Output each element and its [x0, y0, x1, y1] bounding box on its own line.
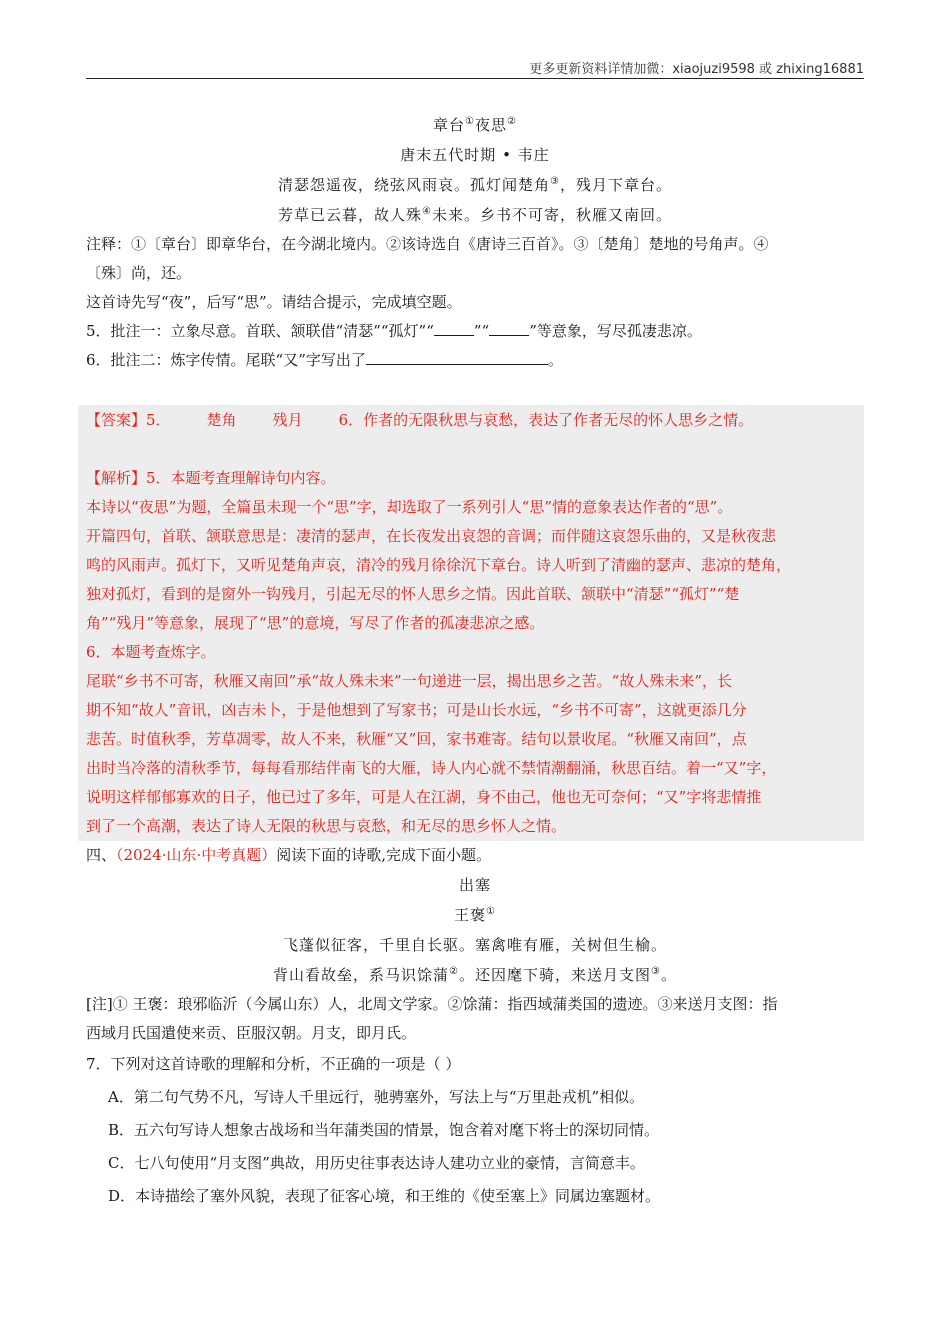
analysis-label: 【解析】5．本题考查理解诗句内容。	[86, 469, 336, 487]
section-4-heading: 四、（2024·山东·中考真题）阅读下面的诗歌,完成下面小题。	[86, 846, 492, 864]
notes1-line: 注释：①〔章台〕即章华台，在今湖北境内。②该诗选自《唐诗三百首》。③〔楚角〕楚地的号角声。④	[86, 235, 769, 253]
poem1-line: 清瑟怨遥夜，绕弦风雨哀。孤灯闻楚角③，残月下章台。	[278, 176, 672, 194]
poem2-title: 出塞	[458, 876, 491, 894]
question-7: 7．下列对这首诗歌的理解和分析，不正确的一项是（ ）	[86, 1055, 461, 1073]
analysis-line: 悲苦。时值秋季，芳草凋零，故人不来，秋雁“又”回，家书难寄。结句以景收尾。“秋雁又南回”，点	[86, 730, 747, 748]
question-6: 6．批注二：炼字传情。尾联“又”字写出了 。	[86, 346, 864, 375]
instruction: 这首诗先写“夜”，后写“思”。请结合提示，完成填空题。	[86, 293, 462, 311]
analysis-line: 开篇四句，首联、颔联意思是：凄清的瑟声，在长夜发出哀怨的音调；而伴随这哀怨乐曲的，又是秋夜悲	[86, 527, 777, 545]
analysis-line: 尾联“乡书不可寄，秋雁又南回”承“故人殊未来”一句递进一层，揭出思乡之苦。“故人殊未来”，长	[86, 672, 733, 690]
answer-line: 【答案】5． 楚角 残月 6．作者的无限秋思与哀愁，表达了作者无尽的怀人思乡之情。	[86, 411, 754, 429]
analysis-line: 鸣的风雨声。孤灯下，又听见楚角声哀，清冷的残月徐徐沉下章台。诗人听到了清幽的瑟声、悲凉的楚角，	[86, 556, 792, 574]
poem2-line: 背山看故垒，系马识馀蒲②。还因麾下骑，来送月支图③。	[273, 966, 677, 984]
option-c[interactable]: C．七八句使用“月支图”典故，用历史往事表达诗人建功立业的豪情，言简意丰。	[108, 1154, 645, 1172]
analysis-line: 期不知“故人”音讯，凶吉未卜，于是他想到了写家书；可是山长水远，“乡书不可寄”，这就更添几分	[86, 701, 747, 719]
header-text: 更多更新资料详情加微：xiaojuzi9598 或 zhixing16881	[529, 62, 864, 77]
answer-blank[interactable]	[434, 319, 474, 336]
page-content	[86, 82, 864, 1211]
notes2-line: 西域月氏国遣使来贡、臣服汉朝。月支，即月氏。	[86, 1024, 417, 1042]
poem1-author: 唐末五代时期 • 韦庄	[400, 146, 550, 164]
analysis-line: 角”“残月”等意象，展现了“思”的意境，写尽了作者的孤凄悲凉之感。	[86, 614, 545, 632]
poem1-line: 芳草已云暮，故人殊④未来。乡书不可寄，秋雁又南回。	[278, 206, 672, 224]
answer-blank[interactable]	[366, 348, 548, 365]
notes2-line: [注]① 王褒：琅邪临沂（今属山东）人，北周文学家。②馀蒲：指西域蒲类国的遗迹。③来送月支图：指	[86, 995, 778, 1013]
analysis-line: 到了一个高潮，表达了诗人无限的秋思与哀愁，和无尽的思乡怀人之情。	[86, 817, 567, 835]
poem2-line: 飞蓬似征客，千里自长驱。塞禽唯有雁，关树但生榆。	[282, 936, 667, 954]
analysis-line: 出时当冷落的清秋季节，每每看那结伴南飞的大雁，诗人内心就不禁情潮翻涌，秋思百结。着一“又”字，	[86, 759, 777, 777]
question-5: 5．批注一：立象尽意。首联、颔联借“清瑟”“孤灯”“ ”“ ”等意象，写尽孤凄悲凉。	[86, 317, 864, 346]
header-divider	[86, 78, 864, 79]
option-b[interactable]: B．五六句写诗人想象古战场和当年蒲类国的情景，饱含着对麾下将士的深切同情。	[108, 1121, 660, 1139]
answer-blank[interactable]	[489, 319, 529, 336]
poem1-title: 章台①夜思②	[433, 116, 517, 134]
poem2-author: 王褒①	[454, 906, 496, 924]
analysis-line: 说明这样郁郁寡欢的日子，他已过了多年，可是人在江湖，身不由己，他也无可奈何；“又”字将悲情推	[86, 788, 762, 806]
answer-box	[78, 405, 864, 841]
analysis-line: 独对孤灯，看到的是窗外一钩残月，引起无尽的怀人思乡之情。因此首联、颔联中“清瑟”“孤灯”“楚	[86, 585, 740, 603]
analysis-line: 本诗以“夜思”为题，全篇虽未现一个“思”字，却选取了一系列引人“思”情的意象表达作者的“思”。	[86, 498, 733, 516]
analysis-label-6: 6．本题考查炼字。	[86, 643, 216, 661]
notes1-line: 〔殊〕尚，还。	[86, 264, 192, 282]
option-a[interactable]: A．第二句气势不凡，写诗人千里远行，驰骋塞外，写法上与“万里赴戎机”相似。	[108, 1088, 645, 1106]
option-d[interactable]: D．本诗描绘了塞外风貌，表现了征客心境，和王维的《使至塞上》同属边塞题材。	[108, 1187, 661, 1205]
